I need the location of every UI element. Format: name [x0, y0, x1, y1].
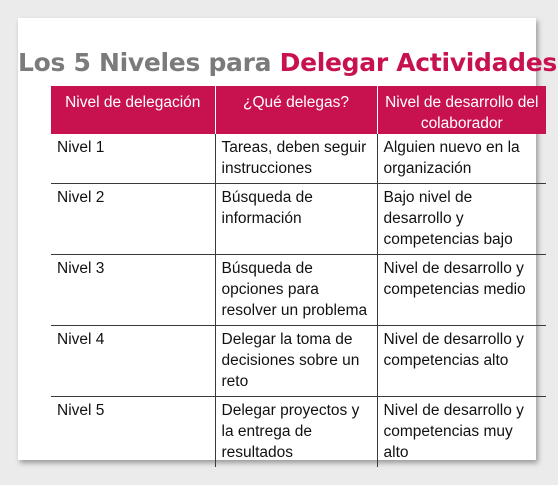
table-row: [51, 255, 546, 326]
cell-task: Búsqueda de información: [215, 184, 377, 255]
cell-development: Nivel de desarrollo y competencias muy alto: [377, 397, 546, 468]
cell-development: Nivel de desarrollo y competencias alto: [377, 326, 546, 397]
title-gray-part: Los 5 Niveles para: [18, 48, 272, 77]
table-row: [51, 397, 546, 468]
table-row: [51, 134, 546, 184]
delegation-levels-table: [51, 86, 546, 467]
cell-task: Tareas, deben seguir instrucciones: [215, 134, 377, 184]
cell-development: Alguien nuevo en la organización: [383, 139, 520, 177]
header-delegation-level: Nivel de delegación: [51, 86, 215, 134]
table-row: [51, 326, 546, 397]
cell-level: Nivel 5: [51, 397, 215, 468]
cell-task: Delegar la toma de decisiones sobre un reto: [215, 326, 377, 397]
cell-level: Nivel 2: [51, 184, 215, 255]
cell-level: Nivel 4: [51, 326, 215, 397]
header-what-you-delegate: ¿Qué delegas?: [215, 86, 377, 134]
header-collaborator-development: Nivel de desarrollo del colaborador: [377, 86, 546, 134]
cell-level: Nivel 3: [51, 255, 215, 326]
table-row: [51, 184, 546, 255]
title-accent-part: Delegar Actividades: [279, 48, 558, 77]
cell-task: Delegar proyectos y la entrega de resultados: [215, 397, 377, 468]
cell-task: Búsqueda de opciones para resolver un problema: [215, 255, 377, 326]
cell-development: Bajo nivel de desarrollo y competencias bajo: [377, 184, 546, 255]
table-header-row: [51, 86, 546, 134]
infographic-title: [18, 48, 558, 77]
cell-level: Nivel 1: [51, 134, 215, 184]
infographic-card: [18, 18, 558, 461]
cell-development: Nivel de desarrollo y competencias medio: [377, 255, 546, 326]
